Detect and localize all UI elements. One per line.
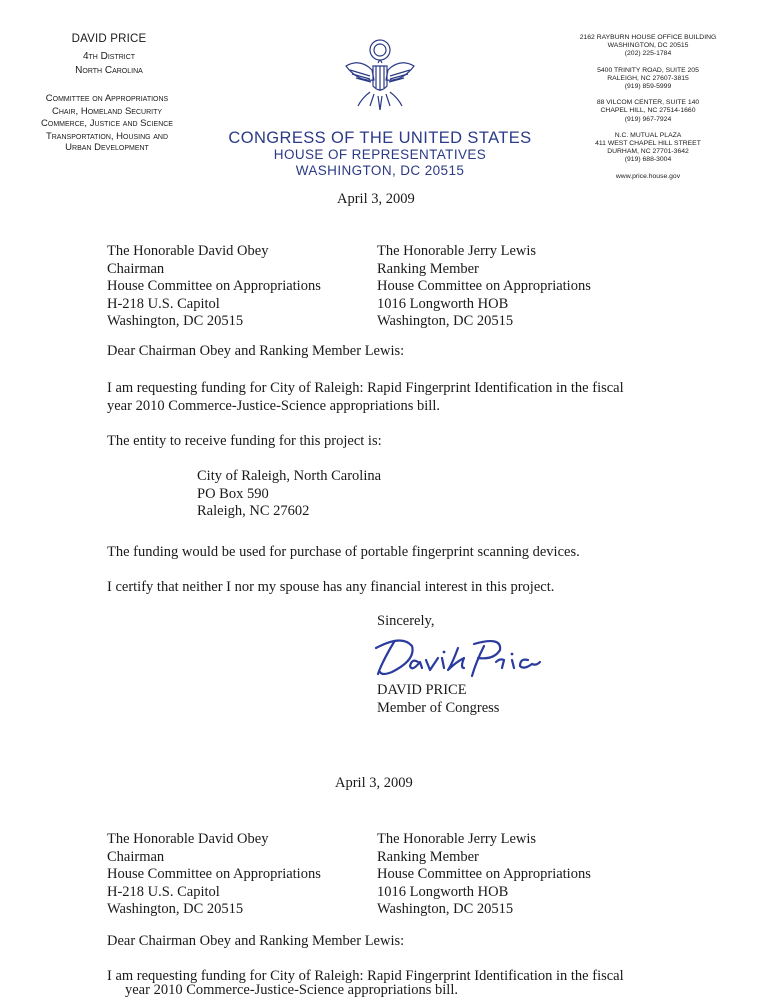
closing: Sincerely, [377, 613, 435, 629]
member-name: DAVID PRICE [71, 33, 147, 45]
recipient-office: 1016 Longworth HOB [377, 295, 509, 312]
entity-city: Raleigh, NC 27602 [197, 503, 310, 519]
salutation: Dear Chairman Obey and Ranking Member Lewis: [107, 343, 405, 359]
house-seal-icon [340, 36, 420, 116]
recipient-title: Ranking Member [377, 260, 479, 277]
signer-name: DAVID PRICE [377, 682, 467, 698]
recipient-office: H-218 U.S. Capitol [107, 883, 220, 900]
district: 4th District [82, 51, 136, 62]
office-line: DURHAM, NC 27701-3642 [607, 148, 689, 156]
congress-title: CONGRESS OF THE UNITED STATES [228, 129, 532, 147]
recipient-right [377, 243, 591, 331]
office-line: 411 WEST CHAPEL HILL STREET [595, 140, 701, 148]
website-link[interactable]: www.price.house.gov [615, 172, 681, 180]
office-line: 88 VILCOM CENTER, SUITE 140 [596, 99, 700, 107]
usage-paragraph: The funding would be used for purchase of portable fingerprint scanning devices. [107, 544, 580, 560]
entity-name: City of Raleigh, North Carolina [197, 468, 382, 484]
recipient-committee: House Committee on Appropriations [377, 278, 591, 294]
recipient-name: The Honorable David Obey [107, 831, 269, 847]
subcommittee-3: Transportation, Housing and [45, 130, 169, 142]
recipient-committee: House Committee on Appropriations [377, 866, 591, 882]
office-line: (919) 859-5999 [624, 83, 672, 91]
duplicate-recipient-right [377, 831, 591, 919]
office-line: (919) 688-3004 [624, 156, 672, 164]
office-line: 5400 TRINITY ROAD, SUITE 205 [597, 66, 699, 74]
state: North Carolina [75, 65, 143, 76]
duplicate-date: April 3, 2009 [335, 775, 413, 791]
subcommittee-1: Chair, Homeland Security [51, 105, 163, 117]
recipient-name: The Honorable David Obey [107, 243, 269, 259]
duplicate-recipient-left [107, 831, 321, 919]
entity-intro: The entity to receive funding for this project is: [107, 433, 382, 449]
entity-box: PO Box 590 [197, 485, 269, 502]
duplicate-request-line-2-fragment [107, 982, 547, 998]
recipient-city: Washington, DC 20515 [107, 901, 244, 917]
congress-header [220, 129, 540, 179]
request-line-2: year 2010 Commerce-Justice-Science appropriations bill. [107, 397, 440, 414]
recipient-committee: House Committee on Appropriations [107, 278, 321, 294]
duplicate-request-line-1: I am requesting funding for City of Raleigh: Rapid Fingerprint Identification in the fiscal [107, 968, 624, 984]
request-line-1: I am requesting funding for City of Raleigh: Rapid Fingerprint Identification in the fiscal [107, 380, 624, 396]
office-line: (202) 225-1784 [624, 50, 672, 58]
entity-address [197, 468, 381, 521]
recipient-city: Washington, DC 20515 [377, 313, 514, 329]
recipient-office: 1016 Longworth HOB [377, 883, 509, 900]
recipient-committee: House Committee on Appropriations [107, 866, 321, 882]
office-addresses [566, 34, 730, 181]
house-title: HOUSE OF REPRESENTATIVES [273, 147, 487, 162]
recipient-title: Ranking Member [377, 848, 479, 865]
recipient-city: Washington, DC 20515 [107, 313, 244, 329]
duplicate-salutation: Dear Chairman Obey and Ranking Member Lewis: [107, 933, 405, 949]
duplicate-date-fragment [335, 775, 413, 792]
request-paragraph [107, 380, 667, 415]
office-line: WASHINGTON, DC 20515 [607, 42, 689, 50]
office-line: N.C. MUTUAL PLAZA [614, 131, 682, 139]
office-line: RALEIGH, NC 27607-3815 [607, 74, 689, 82]
office-durham [566, 132, 730, 165]
office-line: (919) 967-7924 [624, 115, 672, 123]
office-dc [566, 34, 730, 59]
office-line: 2162 RAYBURN HOUSE OFFICE BUILDING [579, 34, 717, 41]
certification-paragraph: I certify that neither I nor my spouse has any financial interest in this project. [107, 579, 555, 595]
signature-image [372, 628, 542, 684]
letter-date: April 3, 2009 [337, 191, 415, 207]
signer-block [377, 682, 499, 717]
office-raleigh [566, 67, 730, 92]
recipient-city: Washington, DC 20515 [377, 901, 514, 917]
recipient-office: H-218 U.S. Capitol [107, 295, 220, 312]
signer-title: Member of Congress [377, 699, 500, 716]
committee-block [22, 93, 192, 152]
committee-name: Committee on Appropriations [45, 93, 169, 104]
subcommittee-4: Urban Development [65, 142, 149, 153]
subcommittee-2: Commerce, Justice and Science [41, 118, 173, 129]
duplicate-request-line-2: year 2010 Commerce-Justice-Science appropriations bill. [125, 982, 458, 998]
recipient-title: Chairman [107, 260, 165, 277]
office-line: CHAPEL HILL, NC 27514-1660 [600, 107, 696, 115]
office-chapel-hill [566, 99, 730, 124]
location: WASHINGTON, DC 20515 [295, 163, 465, 178]
recipient-left [107, 243, 321, 331]
recipient-name: The Honorable Jerry Lewis [377, 243, 537, 259]
recipient-title: Chairman [107, 848, 165, 865]
recipient-name: The Honorable Jerry Lewis [377, 831, 537, 847]
